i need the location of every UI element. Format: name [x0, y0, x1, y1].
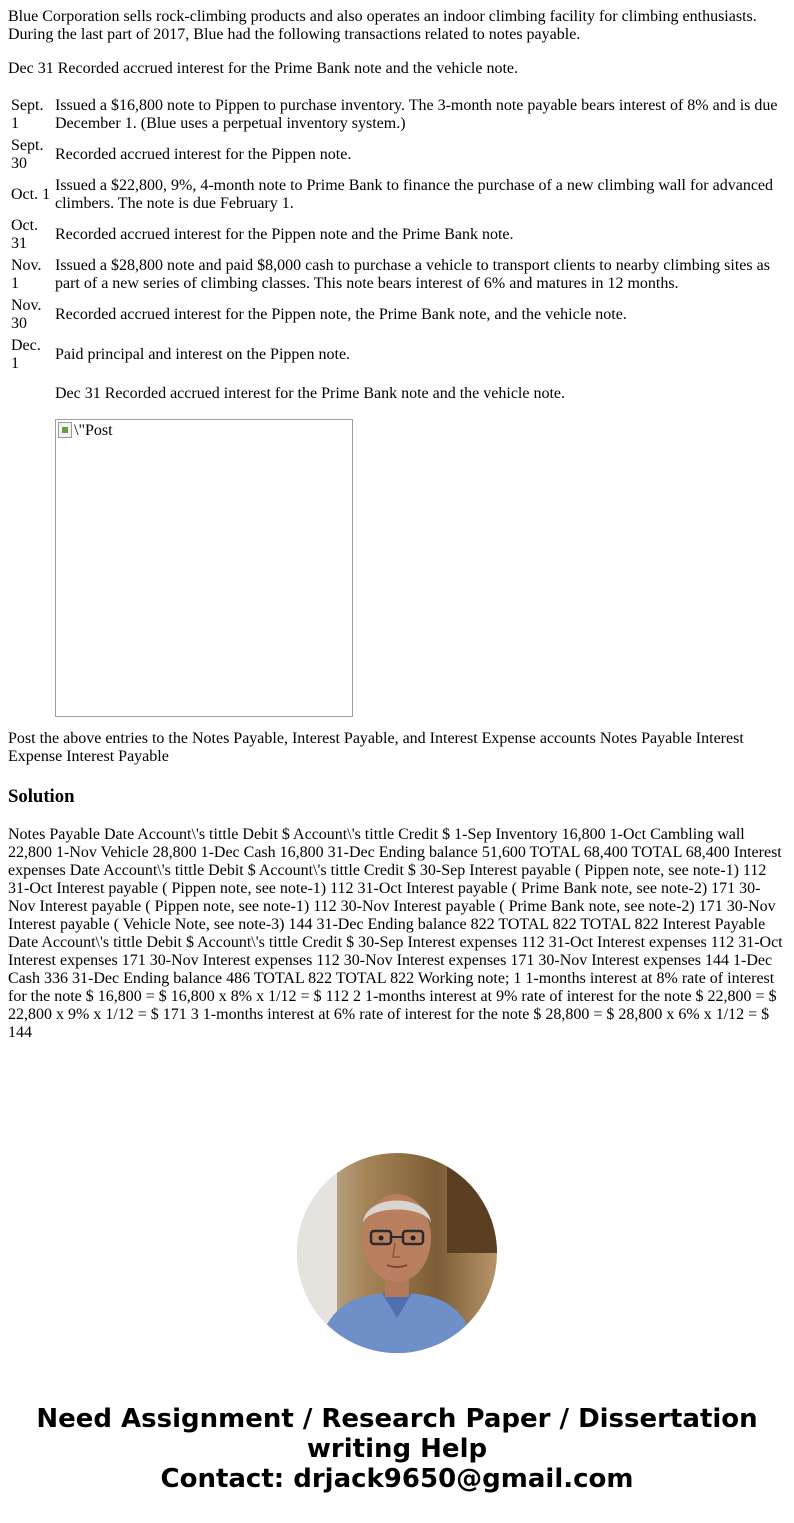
- post-instructions: Post the above entries to the Notes Payable, Interest Payable, and Interest Expense accounts Notes Payable Interest Expense Interest Payable: [8, 730, 744, 765]
- dec31-summary: Dec 31 Recorded accrued interest for the Prime Bank note and the vehicle note.: [8, 60, 519, 77]
- image-alt-text: \"Post: [74, 422, 113, 439]
- broken-image-icon: [58, 422, 72, 438]
- transaction-date: Nov. 1: [11, 257, 42, 292]
- transaction-row: [10, 136, 784, 174]
- avatar: [297, 1153, 497, 1353]
- document: [8, 8, 786, 1042]
- transaction-row: [10, 176, 784, 214]
- transaction-row: [10, 96, 784, 134]
- transaction-extra: [54, 376, 784, 728]
- transaction-text: Recorded accrued interest for the Pippen note.: [55, 146, 352, 163]
- transaction-text: Issued a $22,800, 9%, 4-month note to Prime Bank to finance the purchase of a new climbing wall for advanced climbers. The note is due February 1.: [55, 177, 774, 212]
- transaction-text: Recorded accrued interest for the Pippen note and the Prime Bank note.: [55, 226, 514, 243]
- transaction-date: Sept. 30: [11, 137, 44, 172]
- transaction-text: Issued a $16,800 note to Pippen to purchase inventory. The 3-month note payable bears interest of 8% and is due December 1. (Blue uses a perpetual inventory system.): [55, 97, 778, 132]
- transaction-date: Dec. 1: [11, 337, 41, 372]
- broken-image: [55, 419, 353, 717]
- solution-text: Notes Payable Date Account\'s tittle Debit $ Account\'s tittle Credit $ 1-Sep Inventory 16,800 1-Oct Cambling wall 22,800 1-Nov Vehicle 28,800 1-Dec Cash 16,800 31-Dec Ending balance 51,600 TOTAL 68,400 TOTAL 68,400 Interest expenses Date Account\'s tittle Debit $ Account\'s tittle Credit $ 30-Sep Interest payable ( Pippen note, see note-1) 112 31-Oct Interest payable ( Pippen note, see note-1) 112 31-Oct Interest payable ( Prime Bank note, see note-2) 171 30-Nov Interest payable ( Pippen note, see note-1) 112 30-Nov Interest payable ( Prime Bank note, see note-2) 171 30-Nov Interest payable ( Vehicle Note, see note-3) 144 31-Dec Ending balance 822 TOTAL 822 TOTAL 822 Interest Payable Date Account\'s tittle Debit $ Account\'s tittle Credit $ 30-Sep Interest expenses 112 31-Oct Interest expenses 112 31-Oct Interest expenses 171 30-Nov Interest expenses 112 30-Nov Interest expenses 171 30-Nov Interest expenses 144 1-Dec Cash 336 31-Dec Ending balance 486 TOTAL 822 TOTAL 822 Working note; 1 1-months interest at 8% rate of interest for the note $ 16,800 = $ 16,800 x 8% x 1/12 = $ 112 2 1-months interest at 9% rate of interest for the note $ 22,800 = $ 22,800 x 9% x 1/12 = $ 171 3 1-months interest at 6% rate of interest for the note $ 28,800 = $ 28,800 x 6% x 1/12 = $ 144: [8, 826, 783, 1041]
- transaction-row: [10, 336, 784, 374]
- transactions-table: [8, 94, 786, 730]
- dec31-note: Dec 31 Recorded accrued interest for the Prime Bank note and the vehicle note.: [55, 385, 566, 402]
- transaction-row: [10, 256, 784, 294]
- intro-paragraph: Blue Corporation sells rock-climbing products and also operates an indoor climbing facility for climbing enthusiasts. During the last part of 2017, Blue had the following transactions related to notes payable.: [8, 8, 757, 43]
- transaction-text: Issued a $28,800 note and paid $8,000 cash to purchase a vehicle to transport clients to nearby climbing sites as part of a new series of climbing classes. This note bears interest of 6% and matures in 12 months.: [55, 257, 770, 292]
- solution-heading: Solution: [8, 786, 75, 807]
- footer-line-1: Need Assignment / Research Paper / Dissertation: [36, 1404, 758, 1434]
- transaction-row: [10, 216, 784, 254]
- footer-line-2: writing Help: [306, 1434, 488, 1464]
- transaction-text: Paid principal and interest on the Pippen note.: [55, 346, 351, 363]
- transaction-date: Oct. 1: [11, 186, 51, 203]
- transaction-date: Oct. 31: [11, 217, 39, 252]
- footer-contact: Contact: drjack9650@gmail.com: [160, 1464, 634, 1494]
- footer-advert: [0, 1404, 794, 1494]
- transaction-row: [10, 296, 784, 334]
- transaction-text: Recorded accrued interest for the Pippen note, the Prime Bank note, and the vehicle note.: [55, 306, 627, 323]
- transaction-date: Nov. 30: [11, 297, 42, 332]
- avatar-portrait: [297, 1153, 497, 1353]
- transaction-row: [10, 376, 784, 728]
- transaction-date: Sept. 1: [11, 97, 44, 132]
